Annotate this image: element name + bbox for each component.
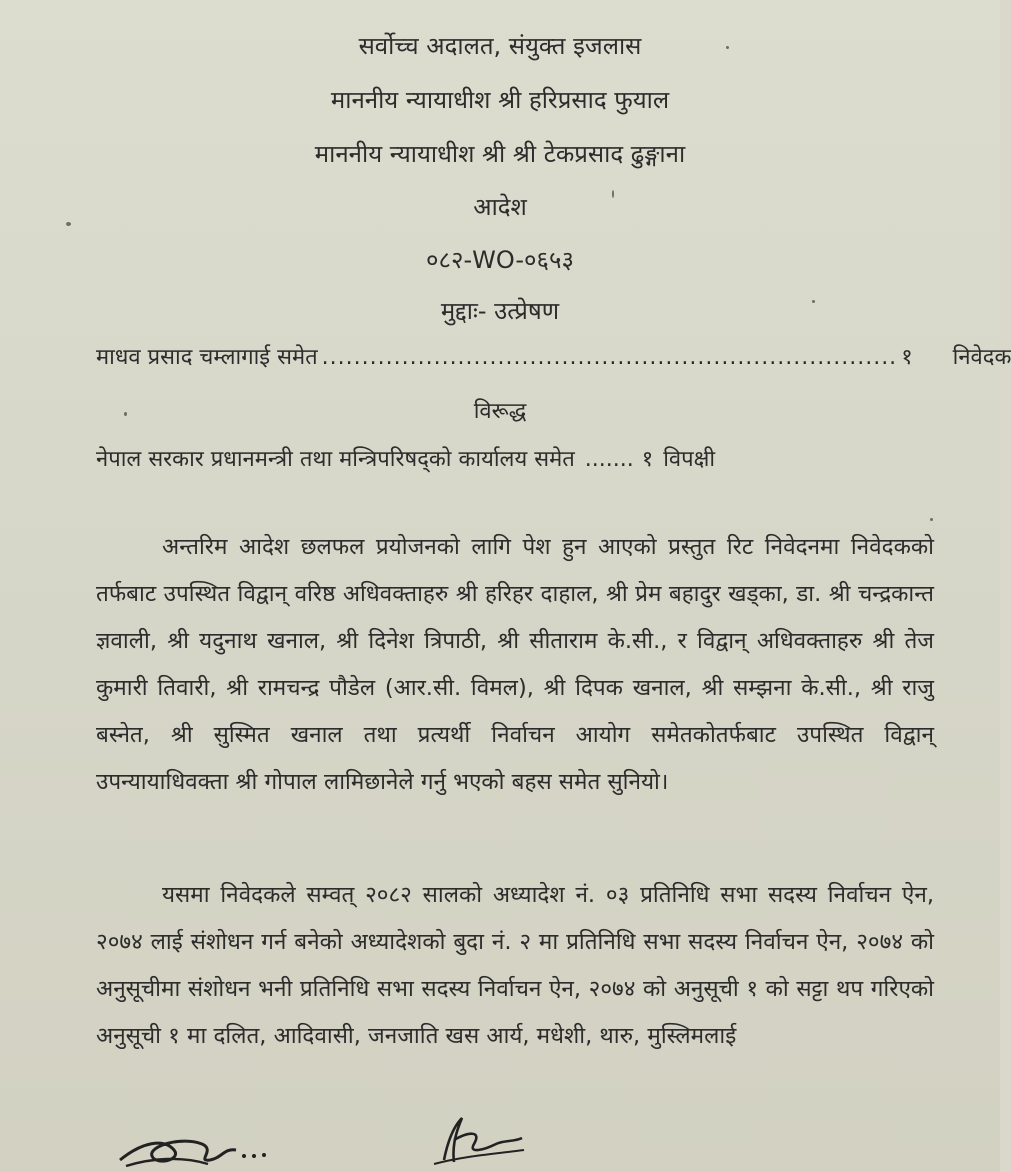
- petitioner-name: माधव प्रसाद चम्लागाई समेत: [96, 345, 318, 370]
- judge-2-line: माननीय न्यायाधीश श्री श्री टेकप्रसाद ढुङ्गाना: [314, 140, 686, 168]
- paragraph-petition: यसमा निवेदकले सम्वत् २०८२ सालको अध्यादेश नं. ०३ प्रतिनिधि सभा सदस्य निर्वाचन ऐन, २०७४ लाई संशोधन गर्न बनेको अध्यादेशको बुदा नं. २ मा प्रतिनिधि सभा सदस्य निर्वाचन ऐन, २०७४ को अनुसूचीमा संशोधन भनी प्रतिनिधि सभा सदस्य निर्वाचन ऐन, २०७४ को अनुसूची १ को सट्टा थप गरिएको अनुसूची १ मा दलित, आदिवासी, जनजाति खस आर्य, मधेशी, थारु, मुस्लिमलाई: [96, 882, 934, 1049]
- signature-1-icon: [112, 1120, 272, 1172]
- document-type: आदेश: [473, 193, 527, 221]
- paper-speck: [930, 518, 933, 521]
- case-number: ०८२-WO-०६५३: [426, 246, 574, 274]
- respondent-name: नेपाल सरकार प्रधानमन्त्री तथा मन्त्रिपरिषद्को कार्यालय समेत: [96, 447, 575, 472]
- judge-1-line: माननीय न्यायाधीश श्री हरिप्रसाद फुयाल: [330, 86, 670, 114]
- petitioner-dots: ........................................................................: [321, 345, 898, 370]
- respondent-dots: .......: [584, 447, 634, 472]
- paragraph-hearing: अन्तरिम आदेश छलफल प्रयोजनको लागि पेश हुन आएको प्रस्तुत रिट निवेदनमा निवेदकको तर्फबाट उपस्थित विद्वान् वरिष्ठ अधिवक्ताहरु श्री हरिहर दाहाल, श्री प्रेम बहादुर खड्का, डा. श्री चन्द्रकान्त ज्ञवाली, श्री यदुनाथ खनाल, श्री दिनेश त्रिपाठी, श्री सीताराम के.सी., र विद्वान् अधिवक्ताहरु श्री तेज कुमारी तिवारी, श्री रामचन्द्र पौडेल (आर.सी. विमल), श्री दिपक खनाल, श्री सम्झना के.सी., श्री राजु बस्नेत, श्री सुस्मित खनाल तथा प्रत्यर्थी निर्वाचन आयोग समेतकोतर्फबाट उपस्थित विद्वान् उपन्यायाधिवक्ता श्री गोपाल लामिछानेले गर्नु भएको बहस समेत सुनियो।: [96, 534, 934, 795]
- signature-2-icon: [424, 1110, 534, 1168]
- versus-label: विरूद्ध: [473, 399, 527, 424]
- paper-speck: [812, 300, 815, 303]
- respondent-line: [96, 444, 902, 476]
- paper-speck: [726, 46, 729, 49]
- respondent-count: १: [641, 447, 654, 472]
- petitioner-line: [96, 342, 1011, 374]
- paper-speck: [612, 190, 614, 198]
- court-heading: सर्वोच्च अदालत, संयुक्त इजलास: [358, 32, 642, 60]
- respondent-role: विपक्षी: [663, 447, 716, 472]
- petitioner-role: निवेदक: [952, 345, 1011, 370]
- case-subject: मुद्दाः- उत्प्रेषण: [440, 297, 560, 325]
- paper-speck: [66, 222, 71, 226]
- paper-speck: [124, 412, 127, 416]
- petitioner-count: १: [901, 345, 913, 370]
